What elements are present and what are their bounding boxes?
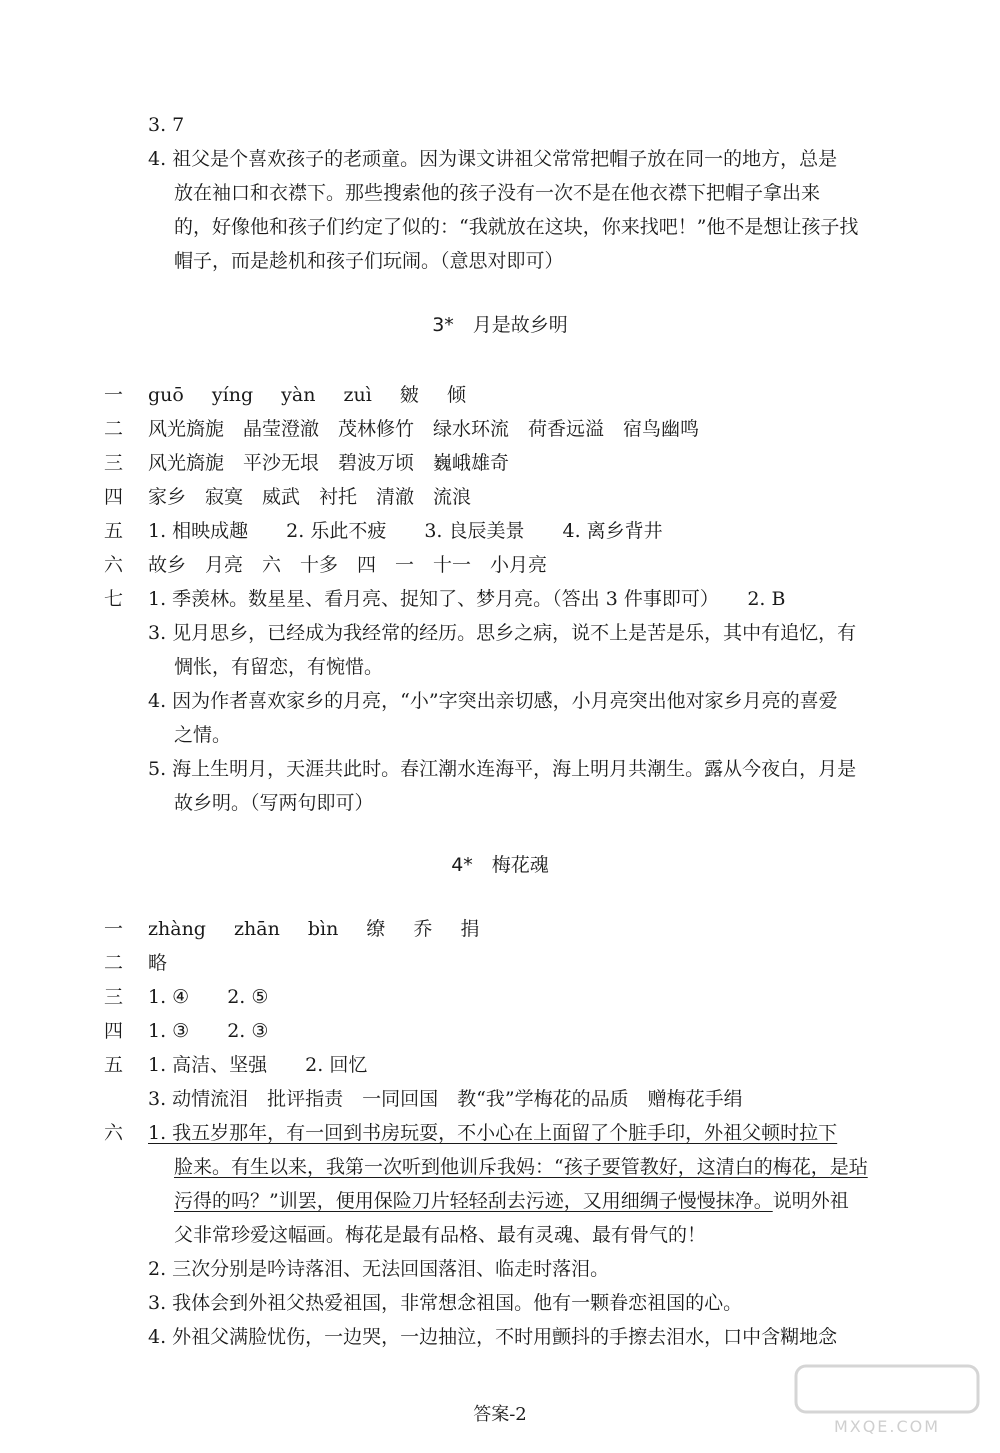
s4-label-2: 二 (104, 952, 124, 974)
s3-line-4: 家乡 寂寞 威武 衬托 清澈 流浪 (148, 486, 472, 508)
pinyin-item: yàn (281, 384, 316, 406)
char-item: 倾 (446, 384, 466, 406)
s3-7-answer-3b: 惆怅，有留恋，有惋惜。 (174, 656, 384, 678)
s3-pinyin-row (148, 382, 488, 408)
underlined-quote: 污得的吗？”训罢，便用保险刀片轻轻刮去污迹，又用细绸子慢慢抹净。 (174, 1190, 773, 1212)
s4-6-answer-4: 4. 外祖父满脸忧伤，一边哭，一边抽泣，不时用颤抖的手擦去泪水，口中含糊地念 (148, 1326, 838, 1348)
section-4-title: 4* 梅花魂 (451, 854, 549, 876)
s4-line-4: 1. ③ 2. ③ (148, 1020, 269, 1042)
s3-label-4: 四 (104, 486, 124, 508)
underlined-quote: 脸来。有生以来，我第一次听到他训斥我妈：“孩子要管教好，这清白的梅花，是玷 (174, 1156, 868, 1178)
s4-line-5b: 3. 动情流泪 批评指责 一同回国 教“我”学梅花的品质 赠梅花手绢 (148, 1088, 743, 1110)
s3-label-5: 五 (104, 520, 124, 542)
char-item: 捐 (460, 918, 480, 940)
s4-6-answer-1a (148, 1120, 837, 1146)
answer-4-line-4: 帽子，而是趁机和孩子们玩闹。（意思对即可） (174, 250, 564, 272)
answer-text: 说明外祖 (772, 1190, 849, 1212)
answer-3: 3. 7 (148, 114, 185, 136)
page-number: 答案-2 (473, 1404, 527, 1425)
section-3-title: 3* 月是故乡明 (432, 314, 568, 336)
s4-label-4: 四 (104, 1020, 124, 1042)
s4-label-5: 五 (104, 1054, 124, 1076)
s3-line-5: 1. 相映成趣 2. 乐此不疲 3. 良辰美景 4. 离乡背井 (148, 520, 663, 542)
char-item: 乔 (413, 918, 433, 940)
watermark-text: MXQE.COM (833, 1417, 941, 1436)
s3-7-answer-4b: 之情。 (174, 724, 232, 746)
pinyin-item: zuì (343, 384, 372, 406)
s3-7-answer-5a: 5. 海上生明月，天涯共此时。春江潮水连海平，海上明月共潮生。露从今夜白，月是 (148, 758, 857, 780)
pinyin-item: zhān (234, 918, 280, 940)
underlined-quote: 1. 我五岁那年，有一回到书房玩耍，不小心在上面留了个脏手印，外祖父顿时拉下 (148, 1122, 838, 1144)
answer-4-line-2: 放在袖口和衣襟下。那些搜索他的孩子没有一次不是在他衣襟下把帽子拿出来 (174, 182, 821, 204)
s4-line-2: 略 (148, 952, 168, 974)
s4-6-answer-3: 3. 我体会到外祖父热爱祖国，非常想念祖国。他有一颗眷恋祖国的心。 (148, 1292, 743, 1314)
s3-7-answer-5b: 故乡明。（写两句即可） (174, 792, 374, 814)
char-item: 缭 (366, 918, 386, 940)
s3-label-3: 三 (104, 452, 124, 474)
s3-line-3: 风光旖旎 平沙无垠 碧波万顷 巍峨雄奇 (148, 452, 510, 474)
s3-line-2: 风光旖旎 晶莹澄澈 茂林修竹 绿水环流 荷香远溢 宿鸟幽鸣 (148, 418, 700, 440)
pinyin-item: zhàng (148, 918, 206, 940)
answer-4-line-3: 的，好像他和孩子们约定了似的：“我就放在这块，你来找吧！”他不是想让孩子找 (174, 216, 859, 238)
s4-line-5a: 1. 高洁、坚强 2. 回忆 (148, 1054, 368, 1076)
s3-label-7: 七 (104, 588, 124, 610)
char-item: 皴 (399, 384, 419, 406)
s4-6-answer-1d: 父非常珍爱这幅画。梅花是最有品格、最有灵魂、最有骨气的！ (174, 1224, 707, 1246)
s3-label-6: 六 (104, 554, 124, 576)
s4-line-3: 1. ④ 2. ⑤ (148, 986, 269, 1008)
s3-label-1: 一 (104, 384, 124, 406)
answer-4-line-1: 4. 祖父是个喜欢孩子的老顽童。因为课文讲祖父常常把帽子放在同一的地方，总是 (148, 148, 838, 170)
s4-label-1: 一 (104, 918, 124, 940)
watermark-logo (792, 1360, 982, 1440)
s3-7-answer-1: 1. 季羡林。数星星、看月亮、捉知了、梦月亮。（答出 3 件事即可） 2. B (148, 588, 786, 610)
s3-label-2: 二 (104, 418, 124, 440)
s4-6-answer-1c (174, 1188, 849, 1214)
pinyin-item: guō (148, 384, 184, 406)
s4-6-answer-1b (174, 1154, 868, 1180)
s3-7-answer-3a: 3. 见月思乡，已经成为我经常的经历。思乡之病，说不上是苦是乐，其中有追忆，有 (148, 622, 857, 644)
s4-label-3: 三 (104, 986, 124, 1008)
s3-7-answer-4a: 4. 因为作者喜欢家乡的月亮，“小”字突出亲切感，小月亮突出他对家乡月亮的喜爱 (148, 690, 838, 712)
s3-line-6: 故乡 月亮 六 十多 四 一 十一 小月亮 (148, 554, 548, 576)
pinyin-item: bìn (307, 918, 339, 940)
s4-pinyin-row (148, 916, 502, 942)
s4-label-6: 六 (104, 1122, 124, 1144)
pinyin-item: yíng (211, 384, 254, 406)
s4-6-answer-2: 2. 三次分别是吟诗落泪、无法回国落泪、临走时落泪。 (148, 1258, 610, 1280)
